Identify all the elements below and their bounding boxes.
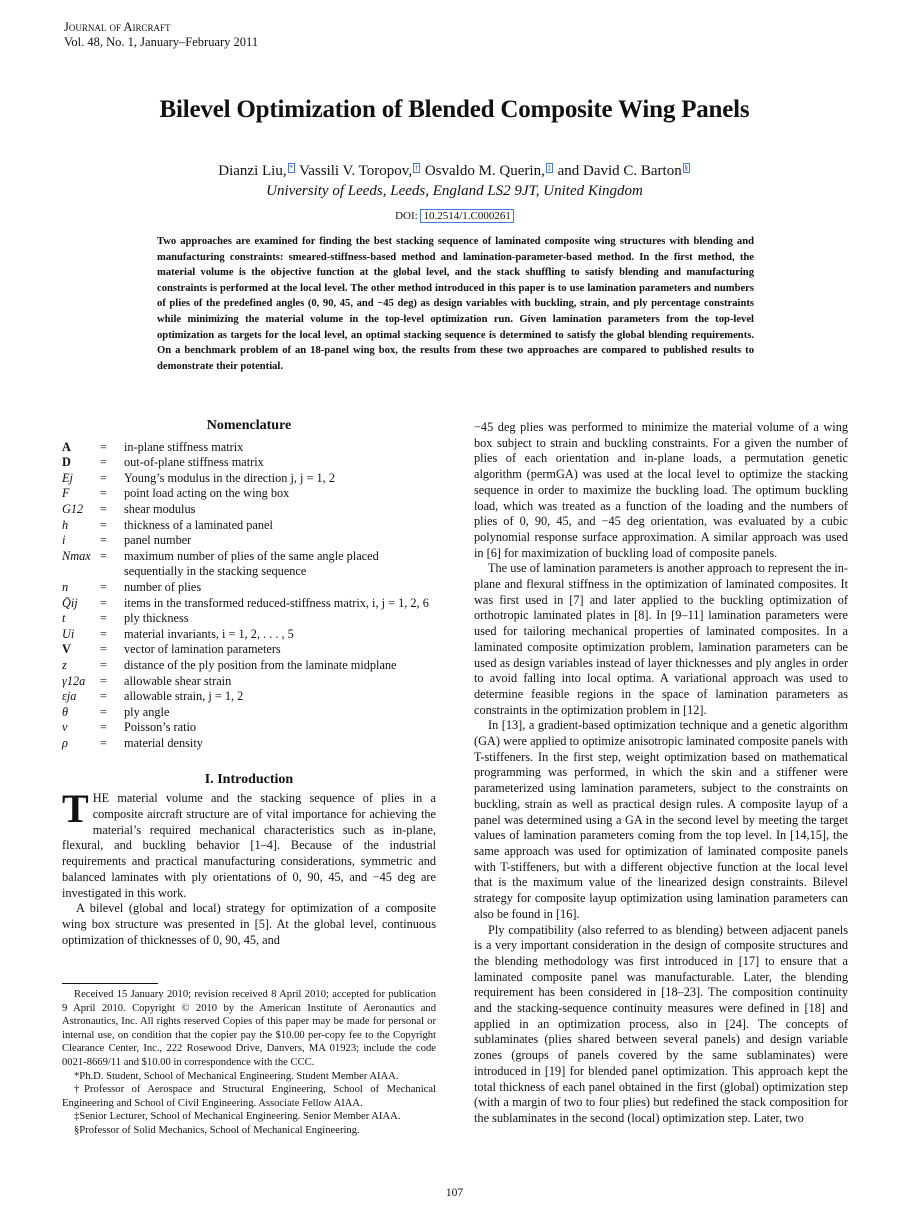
footnote-link-2[interactable]: † [414, 164, 419, 172]
nomenclature-definition: shear modulus [124, 502, 196, 517]
nomenclature-equals: = [100, 720, 107, 735]
nomenclature-symbol: ρ [62, 735, 68, 750]
nomenclature-symbol: A [62, 439, 71, 454]
footnote-link-3[interactable]: ‡ [547, 164, 552, 172]
nomenclature-symbol: i [62, 533, 66, 548]
nomenclature-equals: = [100, 658, 107, 673]
nomenclature-definition: material invariants, i = 1, 2, . . . , 5 [124, 626, 294, 641]
nomenclature-definition: ply angle [124, 704, 170, 719]
body-paragraph-4: Ply compatibility (also referred to as blending) between adjacent panels is a very important consideration in the design of composite structures and the blending methodology was first introduced in [17] to ensure that a laminated composite panel was manufacturable. Later, the blending requirement has been considered in [18–23]. The composition continuity and the stacking-sequence continuity measures were defined in [18] and applied in an optimization process, also in [24]. The concepts of sublaminates (plies shared between several panels) and design variable zones (groups of panels covered by the same sublaminates) were introduced in [19] for blended panel optimization. This approach kept the total thickness of each panel obtained in the first (global) optimization step (with a margin of two to four plies) but redefined the stack composition for the sublaminates in the second (local) optimization step. Later, two [474, 922, 848, 1125]
nomenclature-equals: = [100, 580, 107, 595]
body-paragraph-1: −45 deg plies was performed to minimize the material volume of a wing box subject to strain and buckling constraints. For a given the number of plies of each orientation and in-plane loads, a permutation genetic algorithm (permGA) was used at the local level to optimize the stacking sequence in order to maximize the buckling load. The optimum buckling load, which was treated as a function of the loading and the numbers of plies of 0, 90, 45, and −45 deg orientation, was evaluated by a cubic polynomial response surface approximation. A similar approach was used in [6] for maximization of buckling load of composite panels. [474, 420, 848, 560]
page-number: 107 [445, 1187, 464, 1199]
body-paragraph-2: The use of lamination parameters is another approach to represent the in-plane and flexural stiffness in the optimization of laminated composites. It was first used in [7] and later applied to the buckling optimization of orthotropic laminated plates in [8]. In [9–11] lamination parameters were used for tailoring mechanical properties of laminated composites. In a laminated composite optimization problem, lamination parameters can be used as design variables instead of layer thicknesses and ply angles in order to avoid falling into local optima. A variational approach was used to determine feasible regions in the space of lamination parameters as constraints in the optimization problem in [12]. [474, 561, 848, 717]
nomenclature-row [62, 440, 436, 456]
abstract: Two approaches are examined for finding the best stacking sequence of laminated composite wing structures with blending and manufacturing constraints: smeared-stiffness-based method and lamination-parameter-based method. In the first method, the material volume is the objective function at the global level, and the stack shuffling to satisfy blending and manufacturing constraints is performed at the local level. The other method introduced in this paper is to use lamination parameters and numbers of plies of the predefined angles (0, 90, 45, and −45 deg) as design variables with buckling, strain, and ply percentage constraints while minimizing the material volume in the top-level optimization run. Given lamination parameters from the top-level optimization as targets for the local level, an optimal stacking sequence is determined to satisfy the global blending requirements. On a benchmark problem of an 18-panel wing box, the results from these two approaches are compared to published results to demonstrate their potential. [157, 236, 754, 372]
nomenclature-symbol: t [62, 611, 66, 626]
nomenclature-definition: number of plies [124, 580, 202, 595]
nomenclature-row [62, 580, 436, 596]
nomenclature-row [62, 518, 436, 534]
nomenclature-symbol: Ui [62, 626, 75, 641]
nomenclature-definition: material density [124, 735, 203, 750]
nomenclature-equals: = [100, 611, 107, 626]
nomenclature-equals: = [100, 626, 107, 641]
nomenclature-row [62, 642, 436, 658]
journal-header [64, 20, 258, 50]
nomenclature-symbol: γ12a [62, 673, 86, 688]
nomenclature-row [62, 658, 436, 674]
nomenclature-symbol: θ [62, 704, 69, 719]
nomenclature-equals: = [100, 486, 107, 501]
nomenclature-row [62, 549, 436, 580]
nomenclature-symbol: Nmax [62, 548, 91, 563]
nomenclature-row [62, 596, 436, 612]
nomenclature-equals: = [100, 517, 107, 532]
nomenclature-symbol: Q̄ij [62, 595, 78, 610]
nomenclature-definition: vector of lamination parameters [124, 642, 281, 657]
author-barton: and David C. Barton [553, 163, 682, 179]
nomenclature-symbol: G12 [62, 502, 84, 517]
nomenclature-heading: Nomenclature [206, 418, 292, 433]
nomenclature-definition: items in the transformed reduced-stiffness matrix, i, j = 1, 2, 6 [124, 595, 429, 610]
nomenclature-symbol: V [62, 642, 71, 657]
footnote-link-4[interactable]: § [684, 164, 688, 172]
footnote-author-3: ‡Senior Lecturer, School of Mechanical Engineering. Senior Member AIAA. [74, 1111, 401, 1123]
nomenclature-row [62, 455, 436, 471]
nomenclature-equals: = [100, 735, 107, 750]
journal-name: Journal of Aircraft [64, 20, 171, 34]
nomenclature-definition: in-plane stiffness matrix [124, 439, 244, 454]
left-column [62, 418, 436, 948]
nomenclature-symbol: D [62, 455, 71, 470]
footnote-rule [62, 983, 158, 984]
nomenclature-row [62, 471, 436, 487]
nomenclature-symbol: εja [62, 689, 77, 704]
nomenclature-definition: allowable shear strain [124, 673, 232, 688]
journal-volume: Vol. 48, No. 1, January–February 2011 [64, 35, 259, 49]
affiliation: University of Leeds, Leeds, England LS2 9JT, United Kingdom [266, 183, 643, 199]
nomenclature-row [62, 627, 436, 643]
nomenclature-equals: = [100, 642, 107, 657]
nomenclature-definition: allowable strain, j = 1, 2 [124, 689, 244, 704]
intro-paragraph-1 [62, 786, 436, 901]
nomenclature-definition: distance of the ply position from the laminate midplane [124, 658, 397, 673]
nomenclature-row [62, 674, 436, 690]
nomenclature-symbol: ν [62, 720, 68, 735]
nomenclature-equals: = [100, 439, 107, 454]
author-liu: Dianzi Liu, [218, 163, 287, 179]
footnotes [62, 983, 436, 1138]
nomenclature-definition: maximum number of plies of the same angle placed sequentially in the stacking sequence [124, 548, 379, 579]
nomenclature-list [62, 440, 436, 752]
footnote-received: Received 15 January 2010; revision received 8 April 2010; accepted for publication 9 April 2010. Copyright © 2010 by the American Institute of Aeronautics and Astronautics, Inc. All rights reserved Copies of this paper may be made for personal or internal use, on condition that the copier pay the $10.00 per-copy fee to the Copyright Clearance Center, Inc., 222 Rosewood Drive, Danvers, MA 01923; include the code 0021-8669/11 and $10.00 in correspondence with the CCC. [62, 989, 436, 1068]
doi-label: DOI: [395, 210, 421, 222]
author-toropov: Vassili V. Toropov, [295, 163, 413, 179]
nomenclature-row [62, 689, 436, 705]
nomenclature-definition: point load acting on the wing box [124, 486, 290, 501]
author-list [0, 163, 909, 180]
nomenclature-definition: ply thickness [124, 611, 189, 626]
nomenclature-equals: = [100, 548, 107, 563]
right-column [474, 420, 848, 1127]
doi-link[interactable]: 10.2514/1.C000261 [420, 209, 513, 223]
nomenclature-symbol: F [62, 486, 70, 501]
nomenclature-row [62, 533, 436, 549]
nomenclature-definition: Young’s modulus in the direction j, j = 1, 2 [124, 470, 335, 485]
nomenclature-equals: = [100, 502, 107, 517]
paper-title: Bilevel Optimization of Blended Composite Wing Panels [159, 96, 750, 123]
drop-cap: T [62, 786, 89, 832]
nomenclature-row [62, 705, 436, 721]
nomenclature-row [62, 611, 436, 627]
footnote-author-4: §Professor of Solid Mechanics, School of Mechanical Engineering. [74, 1124, 360, 1136]
nomenclature-equals: = [100, 673, 107, 688]
nomenclature-definition: thickness of a laminated panel [124, 517, 273, 532]
nomenclature-definition: panel number [124, 533, 192, 548]
nomenclature-definition: Poisson’s ratio [124, 720, 197, 735]
body-paragraph-3: In [13], a gradient-based optimization technique and a genetic algorithm (GA) were applied to optimize anisotropic laminated composite panels with T-stiffeners. In the first step, weight optimization based on mathematical programming was performed, in which the skin and a stiffener were parameterized using lamination parameters, subject to the constraints on buckling, strain as well as practical design rules. A composite layup of a panel was determined using a GA in the second level by meeting the target values of lamination parameters coming from the top level. In [14,15], the same approach was used for optimization of laminated composite panels with T-stiffeners, but with a different objective function at the local level that is the maximum value of the linearized design constraints. Bilevel strategy for composite layup optimization using lamination parameters can also be found in [16]. [474, 718, 848, 921]
nomenclature-equals: = [100, 689, 107, 704]
nomenclature-equals: = [100, 595, 107, 610]
nomenclature-row [62, 736, 436, 752]
doi-line [0, 210, 909, 222]
nomenclature-equals: = [100, 470, 107, 485]
nomenclature-symbol: Ej [62, 470, 73, 485]
nomenclature-symbol: z [62, 658, 67, 673]
footnote-author-1: *Ph.D. Student, School of Mechanical Engineering. Student Member AIAA. [74, 1070, 399, 1082]
footnote-author-2: †Professor of Aerospace and Structural Engineering, School of Mechanical Engineering and School of Civil Engineering. Associate Fellow AIAA. [62, 1084, 436, 1109]
nomenclature-symbol: h [62, 517, 69, 532]
nomenclature-symbol: n [62, 580, 69, 595]
nomenclature-equals: = [100, 455, 107, 470]
nomenclature-row [62, 502, 436, 518]
intro-paragraph-2: A bilevel (global and local) strategy for optimization of a composite wing box structure was presented in [5]. At the global level, continuous optimization of thicknesses of 0, 90, 45, and [62, 901, 436, 947]
nomenclature-equals: = [100, 704, 107, 719]
nomenclature-row [62, 486, 436, 502]
nomenclature-row [62, 720, 436, 736]
nomenclature-equals: = [100, 533, 107, 548]
intro-text-1: HE material volume and the stacking sequence of plies in a composite aircraft structure are of vital importance for achieving the material’s required mechanical characteristics such as in-plane, flexural, and buckling behavior [1–4]. Because of the industrial requirements and practical manufacturing considerations, symmetric and balanced laminates with ply orientations of 0, 90, 45, and −45 deg are investigated in this work. [62, 791, 436, 900]
introduction-heading: I. Introduction [204, 771, 294, 787]
nomenclature-definition: out-of-plane stiffness matrix [124, 455, 264, 470]
footnote-link-1[interactable]: * [289, 164, 293, 172]
author-querin: Osvaldo M. Querin, [421, 163, 545, 179]
